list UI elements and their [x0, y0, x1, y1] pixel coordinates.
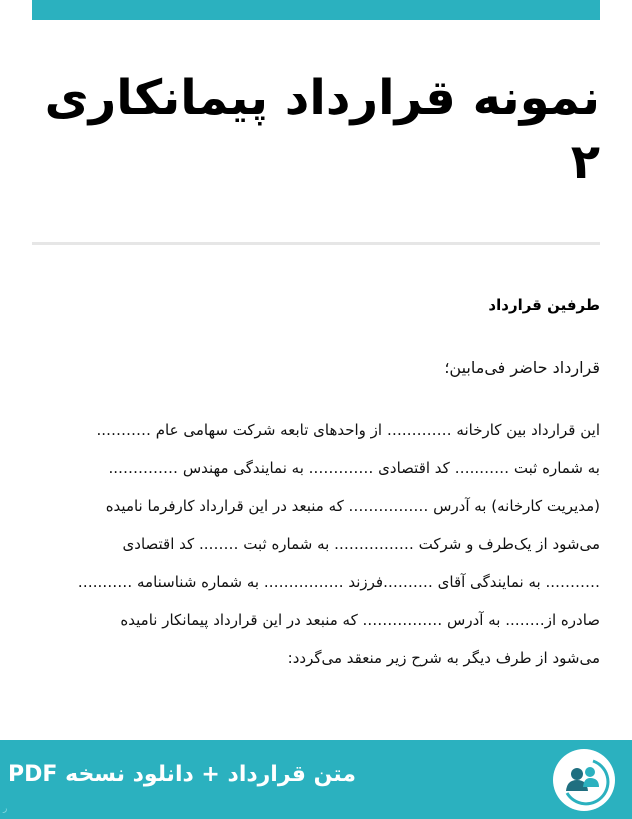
paragraph-line: به شماره ثبت ……..… کد اقتصادی …………. به نمایندگی مهندس ………….. — [108, 459, 600, 477]
title-number: ۲ — [570, 134, 600, 190]
download-banner[interactable] — [0, 740, 632, 819]
page-title — [32, 66, 600, 194]
paragraph-line: این قرارداد بین کارخانه ……….… از واحدهای تابعه شرکت سهامی عام ……….. — [96, 421, 600, 439]
download-banner-text[interactable]: متن قرارداد + دانلود نسخه PDF — [8, 762, 356, 787]
contract-paragraph — [32, 414, 600, 680]
title-main: نمونه قرارداد پیمانکاری — [44, 70, 600, 126]
corner-mark: ر — [3, 804, 8, 814]
paragraph-line: می‌شود از یک‌طرف و شرکت ……………. به شماره ثبت …….. کد اقتصادی — [122, 535, 600, 553]
section-heading: طرفین قرارداد — [488, 296, 600, 314]
paragraph-line: صادره از…….. به آدرس ……………. که منبعد در این قرارداد پیمانکار نامیده — [120, 611, 600, 629]
top-accent-bar — [32, 0, 600, 20]
title-divider — [32, 242, 600, 245]
people-chat-icon — [553, 749, 615, 811]
paragraph-line: (مدیریت کارخانه) به آدرس ……………. که منبعد در این قرارداد کارفرما نامیده — [105, 497, 600, 515]
paragraph-line: می‌شود از طرف دیگر به شرح زیر منعقد می‌گردد: — [287, 649, 600, 667]
intro-text: قرارداد حاضر فی‌مابین؛ — [444, 358, 600, 377]
paragraph-line: ……….. به نمایندگی آقای ……….فرزند ……………. به شماره شناسنامه ……..… — [77, 573, 600, 591]
